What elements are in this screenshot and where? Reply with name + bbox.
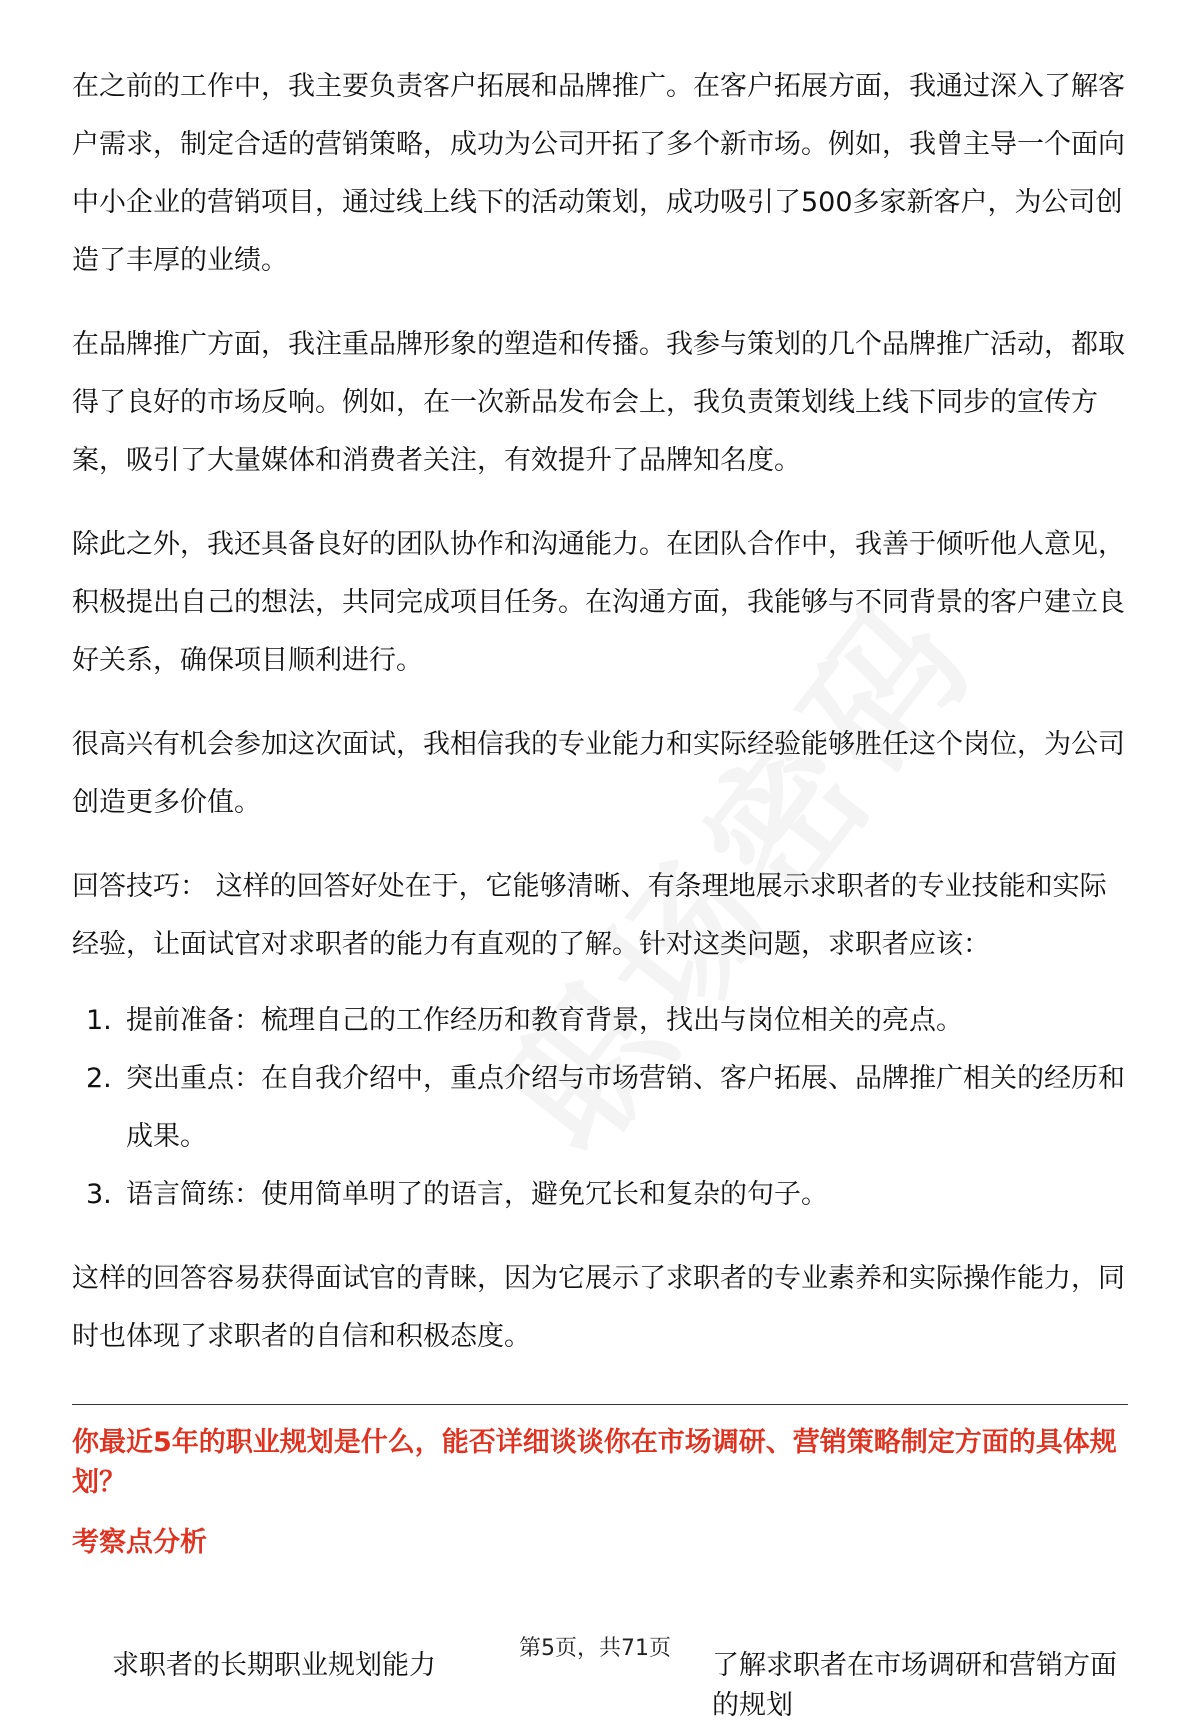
paragraph-3: 除此之外，我还具备良好的团队协作和沟通能力。在团队合作中，我善于倾听他人意见，积极提出自己的想法，共同完成项目任务。在沟通方面，我能够与不同背景的客户建立良好关系，确保项目顺利进行。 (72, 529, 1125, 676)
page-number: 第5页，共71页 (519, 1636, 671, 1661)
list-text: 语言简练：使用简单明了的语言，避免冗长和复杂的句子。 (126, 1179, 828, 1210)
list-text: 突出重点：在自我介绍中，重点介绍与市场营销、客户拓展、品牌推广相关的经历和成果。 (126, 1063, 1125, 1152)
paragraph-2: 在品牌推广方面，我注重品牌形象的塑造和传播。我参与策划的几个品牌推广活动，都取得了良好的市场反响。例如，在一次新品发布会上，我负责策划线上线下同步的宣传方案，吸引了大量媒体和消费者关注，有效提升了品牌知名度。 (72, 329, 1125, 476)
paragraph-4: 很高兴有机会参加这次面试，我相信我的专业能力和实际经验能够胜任这个岗位，为公司创造更多价值。 (72, 729, 1125, 818)
paragraph-1: 在之前的工作中，我主要负责客户拓展和品牌推广。在客户拓展方面，我通过深入了解客户需求，制定合适的营销策略，成功为公司开拓了多个新市场。例如，我曾主导一个面向中小企业的营销项目，通过线上线下的活动策划，成功吸引了500多家新客户，为公司创造了丰厚的业绩。 (72, 71, 1125, 276)
list-number: 3. (86, 1179, 112, 1210)
section-divider (72, 1404, 1128, 1405)
cut-off-text: 求职者的长期职业规划能力 (112, 1650, 436, 1681)
tips-list (72, 992, 1128, 1224)
closing-paragraph: 这样的回答容易获得面试官的青睐，因为它展示了求职者的专业素养和实际操作能力，同时也体现了求职者的自信和积极态度。 (72, 1263, 1125, 1352)
list-number: 1. (86, 1005, 112, 1036)
analysis-heading: 考察点分析 (72, 1527, 207, 1558)
list-item (72, 1050, 1128, 1166)
list-number: 2. (86, 1063, 112, 1094)
list-item (72, 1166, 1128, 1224)
list-text: 提前准备：梳理自己的工作经历和教育背景，找出与岗位相关的亮点。 (126, 1005, 963, 1036)
cut-off-text-2: 了解求职者在市场调研和营销方面的规划 (712, 1650, 1117, 1721)
list-item (72, 992, 1128, 1050)
question-heading: 你最近5年的职业规划是什么，能否详细谈谈你在市场调研、营销策略制定方面的具体规划？ (72, 1427, 1117, 1498)
answer-tips-intro: 回答技巧： 这样的回答好处在于，它能够清晰、有条理地展示求职者的专业技能和实际经验，让面试官对求职者的能力有直观的了解。针对这类问题，求职者应该： (72, 871, 1107, 960)
document-body (72, 58, 1128, 1563)
